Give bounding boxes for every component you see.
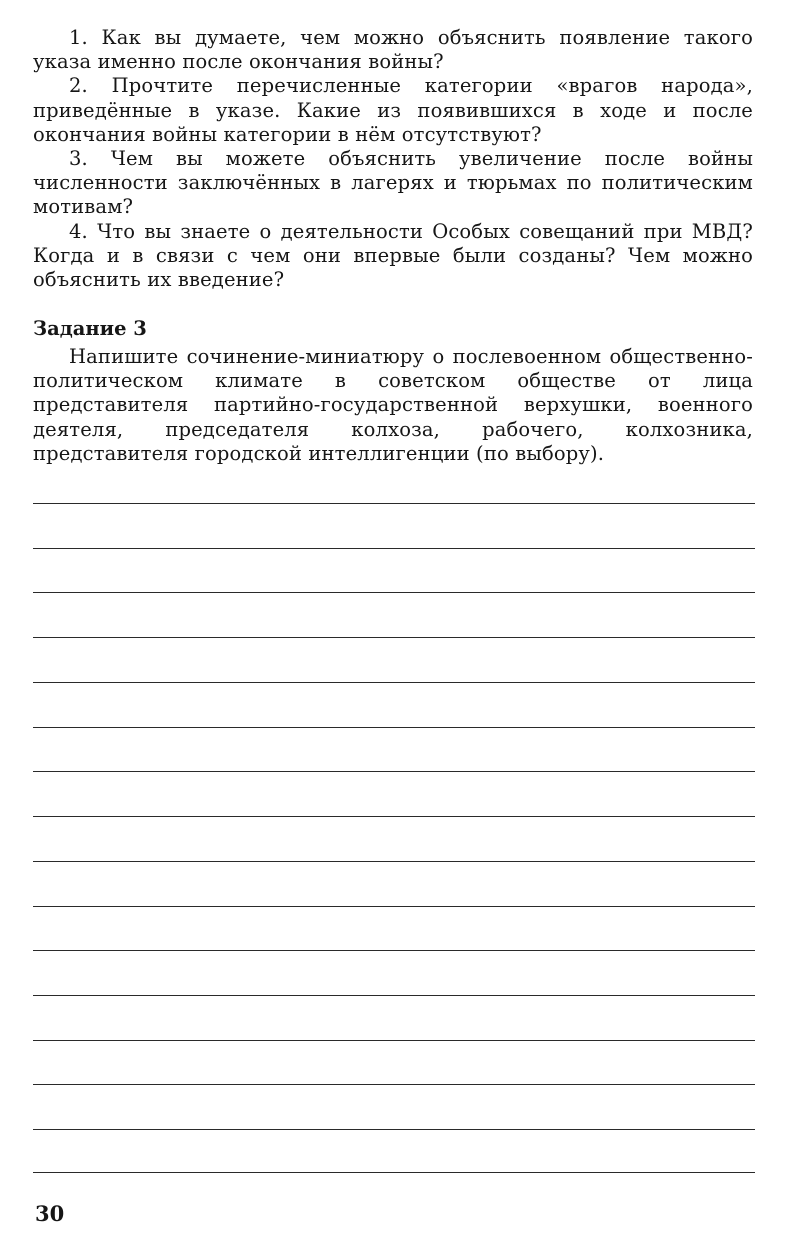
answer-line[interactable] — [33, 1129, 755, 1130]
answer-line[interactable] — [33, 682, 755, 683]
answer-line[interactable] — [33, 592, 755, 593]
answer-line[interactable] — [33, 771, 755, 772]
answer-line[interactable] — [33, 995, 755, 996]
answer-line[interactable] — [33, 906, 755, 907]
answer-line[interactable] — [33, 548, 755, 549]
answer-lines — [33, 0, 755, 1252]
task-title: Задание 3 — [33, 317, 147, 340]
answer-line[interactable] — [33, 950, 755, 951]
question-1: 1. Как вы думаете, чем можно объяснить появление такого указа именно после окончания войны? — [33, 26, 753, 74]
answer-line[interactable] — [33, 861, 755, 862]
task-instructions: Напишите сочинение-миниатюру о послевоенном общественно-политическом климате в советском обществе от лица представителя партийно-государственной верхушки, военного деятеля, председателя колхоза, рабочего, колхозника, представителя городской интеллигенции (по выбору). — [33, 345, 753, 465]
question-2: 2. Прочтите перечисленные категории «врагов народа», приведённые в указе. Какие из появившихся в ходе и после окончания войны категории в нём отсутствуют? — [33, 74, 753, 146]
question-3: 3. Чем вы можете объяснить увеличение после войны численности заключённых в лагерях и тюрьмах по политическим мотивам? — [33, 147, 753, 219]
answer-line[interactable] — [33, 727, 755, 728]
answer-line[interactable] — [33, 1040, 755, 1041]
answer-line[interactable] — [33, 1084, 755, 1085]
answer-line[interactable] — [33, 637, 755, 638]
answer-line[interactable] — [33, 816, 755, 817]
answer-line[interactable] — [33, 1172, 755, 1173]
page-number: 30 — [35, 1201, 65, 1226]
question-4: 4. Что вы знаете о деятельности Особых совещаний при МВД? Когда и в связи с чем они впервые были созданы? Чем можно объяснить их введение? — [33, 219, 753, 292]
answer-line[interactable] — [33, 503, 755, 504]
